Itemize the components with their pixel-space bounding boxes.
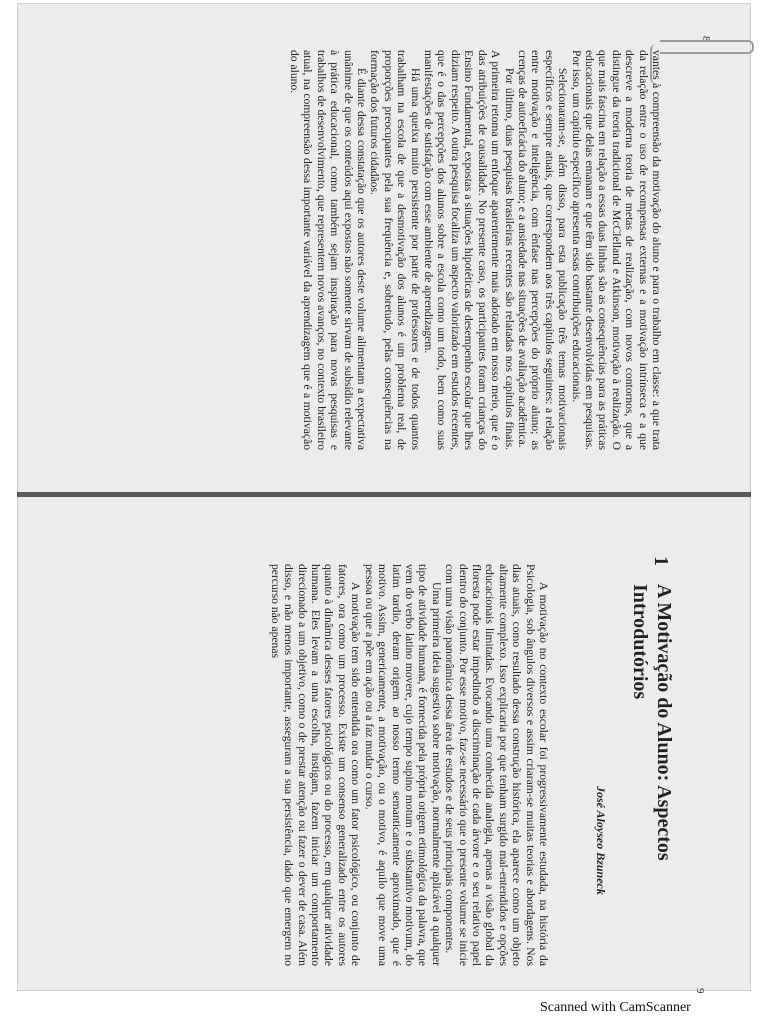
right-page-text-column xyxy=(268,564,550,966)
chapter-title: A Motivação do Aluno: Aspectos Introdutórios xyxy=(629,584,675,861)
paper-clip-icon xyxy=(660,40,754,54)
scanner-watermark: Scanned with CamScanner xyxy=(540,1000,691,1015)
left-page-text-column xyxy=(288,50,663,450)
left-page-number: 8 xyxy=(700,36,712,42)
left-paragraph-5: É diante dessa constatação que os autores deste volume alimentam a expectativa unânime de que os conteúdos aqui expostos não somente sirvam de subsídio relevante à prática educacional, como também sejam inspiração para novas pesquisas e trabalhos de desenvolvimento, que representem novos avanços, no contexto brasileiro atual, na compreensão dessa importante variável da aprendizagem que é a motivação do aluno. xyxy=(288,50,369,450)
chapter-number: 1 xyxy=(650,556,672,566)
left-paragraph-1: vantes à compreensão da motivação do aluno e para o trabalho em classe: a que trata da relação entre o uso de recompensas externas e a motivação intrínseca e a que descreve a moderna teoria de metas de realização, com novos contornos, que a distingue da teoria tradicional de McClelland e Atkinson, motivação à realização. O que mais fascina em relação a essas duas linhas são as consequências para as práticas educacionais que delas emanam e que têm sido bastante desenvolvidas em pesquisas. Por isso, um capítulo específico apresenta essas contribuições educacionais. xyxy=(569,50,663,450)
chapter-author: José Aloyseo Bzuneck xyxy=(594,786,608,895)
paper-clip-bend-icon xyxy=(650,44,660,84)
right-paragraph-3: A motivação tem sido entendida ora como um fator psicológico, ou conjunto de fatores, ora como um processo. Existe um consenso generalizado entre os autores quanto à dinâmica desses fatores psicológicos ou do processo, em qualquer atividade humana. Eles levam a uma escolha, instigam, fazem iniciar um comportamento direcionado a um objetivo, como o de prestar atenção ou fazer o dever de casa. Além disso, e não menos importante, asseguram a sua persistência, dado que emergem no percurso não apenas xyxy=(268,564,363,966)
right-paragraph-1: A motivação no contexto escolar foi progressivamente estudada, na história da Psicologia, sob ângulos diversos e assim criaram-se muitas teorias e abordagens. Nos dias atuais, como resultado dessa construção histórica, ela aparece como um objeto altamente complexo. Isso explicaria por que tenham surgido mal-entendidos e opções educacionais limitadas. Evocando uma conhecida analogia, apenas a visão global da floresta pode estar impedindo a discriminação de cada árvore e o seu relativo papel dentro do conjunto. Por esse motivo, faz-se necessário que o presente volume se inicie com uma visão panorâmica dessa área de estudos e de seus principais componentes. xyxy=(443,564,550,966)
left-paragraph-4: Há uma queixa muito persistente por parte de professores e de todos quantos trabalham na escola de que a desmotivação dos alunos é um problema real, de proporções preocupantes pela sua frequência e, sobretudo, pelas consequências na formação dos futuros cidadãos. xyxy=(368,50,422,450)
right-paragraph-2: Uma primeira ideia sugestiva sobre motivação, normalmente aplicável a qualquer tipo de atividade humana, é fornecida pela própria origem etimológica da palavra, que vem do verbo latino movere, cujo tempo supino motum e o substantivo motivum, do latim tardio, deram origem ao nosso termo semanticamente aproximado, que é motivo. Assim, genericamente, a motivação, ou o motivo, é aquilo que move uma pessoa ou que a põe em ação ou a faz mudar o curso. xyxy=(362,564,443,966)
right-page-number: 9 xyxy=(694,988,706,994)
left-paragraph-3: Por último, duas pesquisas brasileiras recentes são relatadas nos capítulos finais. A primeira retoma um enfoque aparentemente mais adotado em nosso meio, que é o das atribuições de causalidade. No presente caso, os participantes foram crianças do Ensino Fundamental, expostas a situações hipotéticas de desempenho escolar que lhes diziam respeito. A outra pesquisa focaliza um aspecto valorizado em estudos recentes, que é o das percepções dos alunos sobre a escola como um todo, bem como suas manifestações de satisfação com esse ambiente de aprendizagem. xyxy=(422,50,516,450)
left-paragraph-2: Selecionaram-se, além disso, para esta publicação três temas motivacionais específicos e sempre atuais, que correspondem aos três capítulos seguintes: a relação entre motivação e inteligência, com ênfase nas percepções do próprio aluno; as crenças de autoeficácia do aluno; e a ansiedade nas situações de avaliação acadêmica. xyxy=(515,50,570,450)
right-page xyxy=(0,512,768,1024)
